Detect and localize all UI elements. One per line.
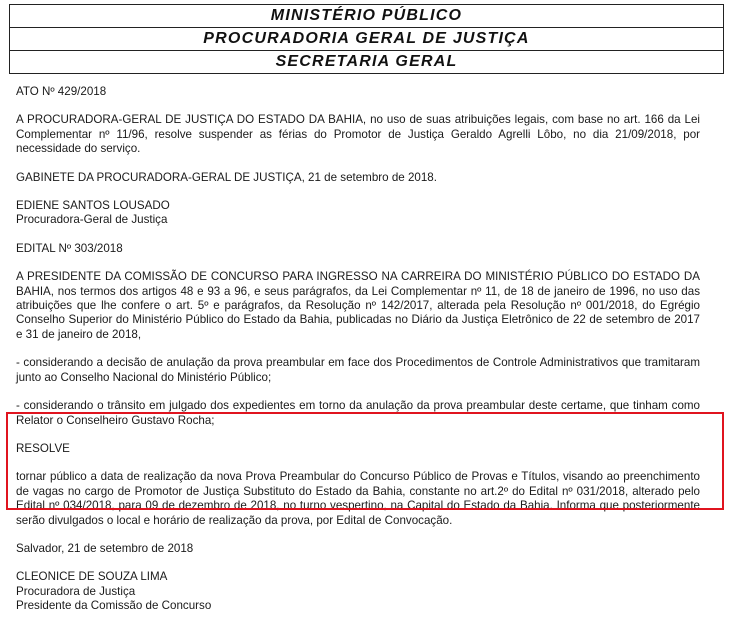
edital-consideration-1: - considerando a decisão de anulação da prova preambular em face dos Procedimentos de Controle Administrativos que tramitaram junto ao Conselho Nacional do Ministério Público; — [16, 356, 700, 384]
edital-signer-title-2: Presidente da Comissão de Concurso — [16, 599, 212, 613]
ato-signature — [16, 199, 700, 228]
edital-place-date: Salvador, 21 de setembro de 2018 — [16, 541, 194, 555]
document-header — [9, 4, 724, 74]
edital-preamble: A PRESIDENTE DA COMISSÃO DE CONCURSO PARA INGRESSO NA CARREIRA DO MINISTÉRIO PÚBLICO DO ESTADO DA BAHIA, nos termos dos artigos 48 e 93 a 96, e seus parágrafos, da Lei Complementar nº 11, de 18 de janeiro de 1996, no uso das atribuições que lhe confere o art. 5º e parágrafos, da Resolução nº 142/2017, alterada pela Resolução nº 001/2018, do Egrégio Conselho Superior do Ministério Público do Estado da Bahia, publicadas no Diário da Justiça Eletrônico de 22 de setembro de 2017 e 31 de janeiro de 2018, — [16, 270, 700, 341]
edital-signature — [16, 570, 700, 613]
header-procuradoria: PROCURADORIA GERAL DE JUSTIÇA — [10, 27, 723, 50]
edital-number: EDITAL Nº 303/2018 — [16, 241, 123, 255]
edital-signer-name: CLEONICE DE SOUZA LIMA — [16, 570, 168, 584]
edital-signer-title-1: Procuradora de Justiça — [16, 584, 136, 598]
header-secretaria: SECRETARIA GERAL — [10, 50, 723, 73]
ato-signer-name: EDIENE SANTOS LOUSADO — [16, 199, 170, 213]
resolve-label: RESOLVE — [16, 441, 70, 455]
document-body — [16, 85, 700, 628]
ato-signer-title: Procuradora-Geral de Justiça — [16, 213, 168, 227]
resolve-body: tornar público a data de realização da nova Prova Preambular do Concurso Público de Provas e Títulos, visando ao preenchimento de vagas no cargo de Promotor de Justiça Substituto do Estado da Bahia, constante no art.2º do Edital nº 031/2018, alterado pelo Edital nº 034/2018, para 09 de dezembro de 2018, no turno vespertino, na Capital do Estado da Bahia. Informa que posteriormente serão divulgados o local e horário de realização da prova, por Edital de Convocação. — [16, 470, 700, 527]
ato-body: A PROCURADORA-GERAL DE JUSTIÇA DO ESTADO DA BAHIA, no uso de suas atribuições legais, com base no art. 166 da Lei Complementar nº 11/96, resolve suspender as férias do Promotor de Justiça Geraldo Agrelli Lôbo, no dia 21/09/2018, por necessidade do serviço. — [16, 113, 700, 156]
ato-number: ATO Nº 429/2018 — [16, 85, 107, 98]
highlight-box — [6, 412, 724, 510]
header-ministerio: MINISTÉRIO PÚBLICO — [270, 7, 463, 24]
edital-consideration-2: - considerando o trânsito em julgado dos expedientes em torno da anulação da prova preambular deste certame, que tinham como Relator o Conselheiro Gustavo Rocha; — [16, 399, 700, 427]
ato-place-date: GABINETE DA PROCURADORA-GERAL DE JUSTIÇA, 21 de setembro de 2018. — [16, 170, 437, 184]
